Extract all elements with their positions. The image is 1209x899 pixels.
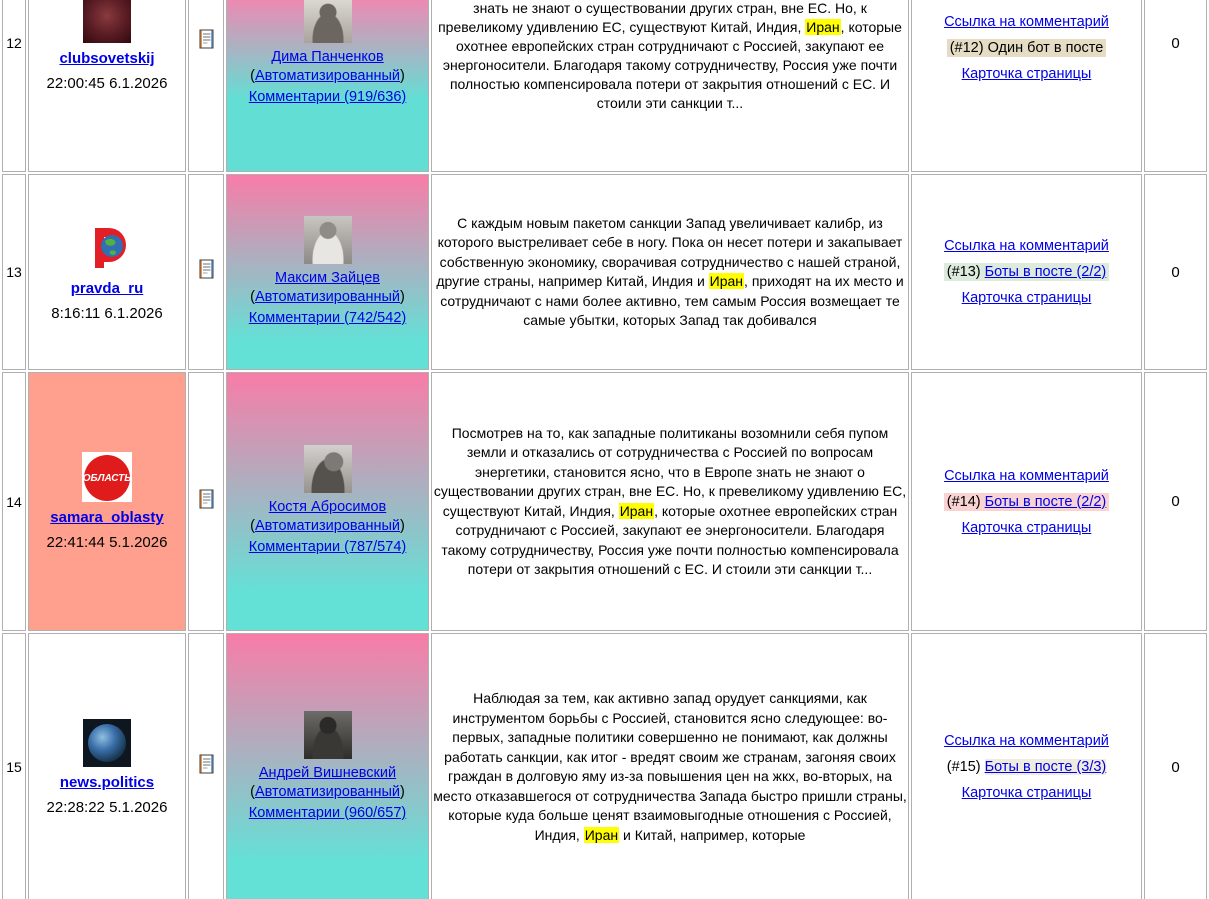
row-index: 12 — [2, 0, 26, 172]
page-cell — [28, 633, 186, 899]
author-link[interactable]: Дима Панченков — [271, 49, 384, 65]
table-row — [2, 372, 1207, 631]
globe-avatar — [83, 719, 131, 767]
bot-status-line: (#12) Один бот в посте — [912, 35, 1141, 61]
bot-status-line: (#15) Боты в посте (3/3) — [946, 759, 1107, 775]
post-timestamp: 8:16:11 6.1.2026 — [51, 304, 163, 322]
page-avatar — [83, 0, 131, 43]
bots-in-post-link[interactable]: Боты в посте (2/2) — [984, 493, 1107, 510]
bot-status-line: (#14) Боты в посте (2/2) — [912, 489, 1141, 515]
table-row — [2, 633, 1207, 899]
comment-text: Наблюдая за тем, как активно запад орудует санкциями, как инструментом борьбы с Россией, становится ясно следующее: во-первых, западные политики совершенно не понимают, как должны работать санкции, как итог - вредят своим же странам, загоняя своих граждан в долговую яму из-за повышения цен на жкх, во-вторых, на место отказавшегося от сотрудничества Запада быстро пришли страны, которые куда больше ценят взаимовыгодные отношения с Россией, Индия, Иран и Китай, например, которые — [433, 690, 907, 843]
samara-oblast-logo: ОБЛАСТЬ — [82, 452, 132, 502]
links-cell — [911, 633, 1142, 899]
author-comments-link[interactable]: Комментарии (742/542) — [248, 309, 407, 326]
author-status: (Автоматизированный) — [250, 288, 405, 305]
count-value: 0 — [1144, 174, 1207, 370]
page-link[interactable]: news.politics — [59, 773, 155, 791]
bots-in-post-link[interactable]: Боты в посте (3/3) — [984, 759, 1107, 775]
comment-link[interactable]: Ссылка на комментарий — [944, 14, 1109, 30]
comment-link[interactable]: Ссылка на комментарий — [944, 467, 1109, 484]
comment-cell — [431, 0, 909, 172]
author-cell — [226, 0, 429, 172]
keyword-highlight: Иран — [619, 502, 654, 519]
author-link[interactable]: Костя Абросимов — [268, 499, 387, 515]
post-timestamp: 22:00:45 6.1.2026 — [46, 75, 168, 92]
author-cell — [226, 174, 429, 370]
page-cell — [28, 174, 186, 370]
page-card-link[interactable]: Карточка страницы — [961, 290, 1092, 306]
count-value: 0 — [1144, 633, 1207, 899]
bots-in-post-link[interactable]: Боты в посте (2/2) — [984, 264, 1107, 280]
comment-cell — [431, 372, 909, 631]
page-card-link[interactable]: Карточка страницы — [961, 785, 1092, 801]
page-cell — [28, 0, 186, 172]
keyword-highlight: Иран — [709, 273, 744, 289]
comment-link[interactable]: Ссылка на комментарий — [944, 238, 1109, 254]
document-icon[interactable] — [198, 754, 215, 775]
comment-link[interactable]: Ссылка на комментарий — [944, 733, 1109, 749]
page-link[interactable]: samara_oblasty — [50, 509, 164, 526]
page-cell — [28, 372, 186, 631]
document-icon[interactable] — [198, 29, 215, 50]
automated-status-link[interactable]: Автоматизированный — [254, 783, 401, 800]
author-cell — [226, 633, 429, 899]
profile-photo — [304, 216, 352, 264]
author-status: (Автоматизированный) — [250, 783, 405, 800]
page-card-link[interactable]: Карточка страницы — [961, 519, 1092, 536]
author-cell — [226, 372, 429, 631]
profile-photo — [304, 0, 352, 43]
comment-cell — [431, 174, 909, 370]
author-status: (Автоматизированный) — [250, 518, 405, 534]
count-value: 0 — [1144, 0, 1207, 172]
table-row — [2, 174, 1207, 370]
keyword-highlight: Иран — [806, 19, 840, 35]
row-index: 13 — [2, 174, 26, 370]
document-icon[interactable] — [198, 489, 215, 510]
links-cell — [911, 372, 1142, 631]
author-comments-link[interactable]: Комментарии (787/574) — [248, 539, 407, 555]
bot-status-text: Один бот в посте — [987, 40, 1104, 56]
pravda-logo — [82, 223, 132, 273]
author-comments-link[interactable]: Комментарии (960/657) — [248, 804, 407, 821]
table-row — [2, 0, 1207, 172]
bot-status-line: (#13) Боты в посте (2/2) — [912, 259, 1141, 285]
page-link[interactable]: clubsovetskij — [59, 50, 155, 67]
profile-photo — [304, 711, 352, 759]
author-status: (Автоматизированный) — [250, 68, 405, 84]
author-link[interactable]: Андрей Вишневский — [258, 764, 397, 781]
document-icon[interactable] — [198, 259, 215, 280]
post-timestamp: 22:41:44 5.1.2026 — [46, 534, 168, 551]
automated-status-link[interactable]: Автоматизированный — [254, 288, 401, 305]
keyword-highlight: Иран — [584, 826, 619, 843]
comment-text: знать не знают о существовании других стран, вне ЕС. Но, к превеликому удивлению ЕС, существуют Китай, Индия, Иран, которые охотнее европейских стран сотрудничают с Россией, закупают ее энергоносители. Благодаря такому сотрудничеству, Россия уже почти полностью компенсировала потери от закрытия отношений с ЕС. И стоили эти санкции т... — [438, 0, 902, 111]
page-link[interactable]: pravda_ru — [70, 279, 144, 297]
count-value: 0 — [1144, 372, 1207, 631]
comment-cell — [431, 633, 909, 899]
automated-status-link[interactable]: Автоматизированный — [254, 68, 401, 84]
row-index: 14 — [2, 372, 26, 631]
links-cell — [911, 174, 1142, 370]
page-card-link[interactable]: Карточка страницы — [961, 66, 1092, 82]
automated-status-link[interactable]: Автоматизированный — [254, 518, 401, 534]
profile-photo — [304, 445, 352, 493]
author-comments-link[interactable]: Комментарии (919/636) — [248, 89, 407, 105]
comment-text: С каждым новым пакетом санкции Запад увеличивает калибр, из которого выстреливает себе в ногу. Пока он несет потери и закапывает собственную экономику, сворачивая сотрудничество с нашей страной, другие страны, например Китай, Индия и Иран, приходят на их место и сотрудничают с нами более активно, тем самым Россия возмещает те самые убытки, которых Запад так добивался — [436, 214, 904, 328]
post-timestamp: 22:28:22 5.1.2026 — [46, 798, 168, 816]
links-cell — [911, 0, 1142, 172]
author-link[interactable]: Максим Зайцев — [275, 269, 380, 286]
row-index: 15 — [2, 633, 26, 899]
comment-text: Посмотрев на то, как западные политиканы возомнили себя пупом земли и отказались от сотрудничества с Россией по вопросам энергетики, становится ясно, что в Европе знать не знают о существовании других стран, вне ЕС. Но, к превеликому удивлению ЕС, существуют Китай, Индия, Иран, которые охотнее европейских стран сотрудничают с Россией, закупают ее энергоносители. Благодаря такому сотрудничеству, Россия уже почти полностью компенсировала потери от закрытия отношений с ЕС. И стоили эти санкции т... — [433, 424, 907, 577]
